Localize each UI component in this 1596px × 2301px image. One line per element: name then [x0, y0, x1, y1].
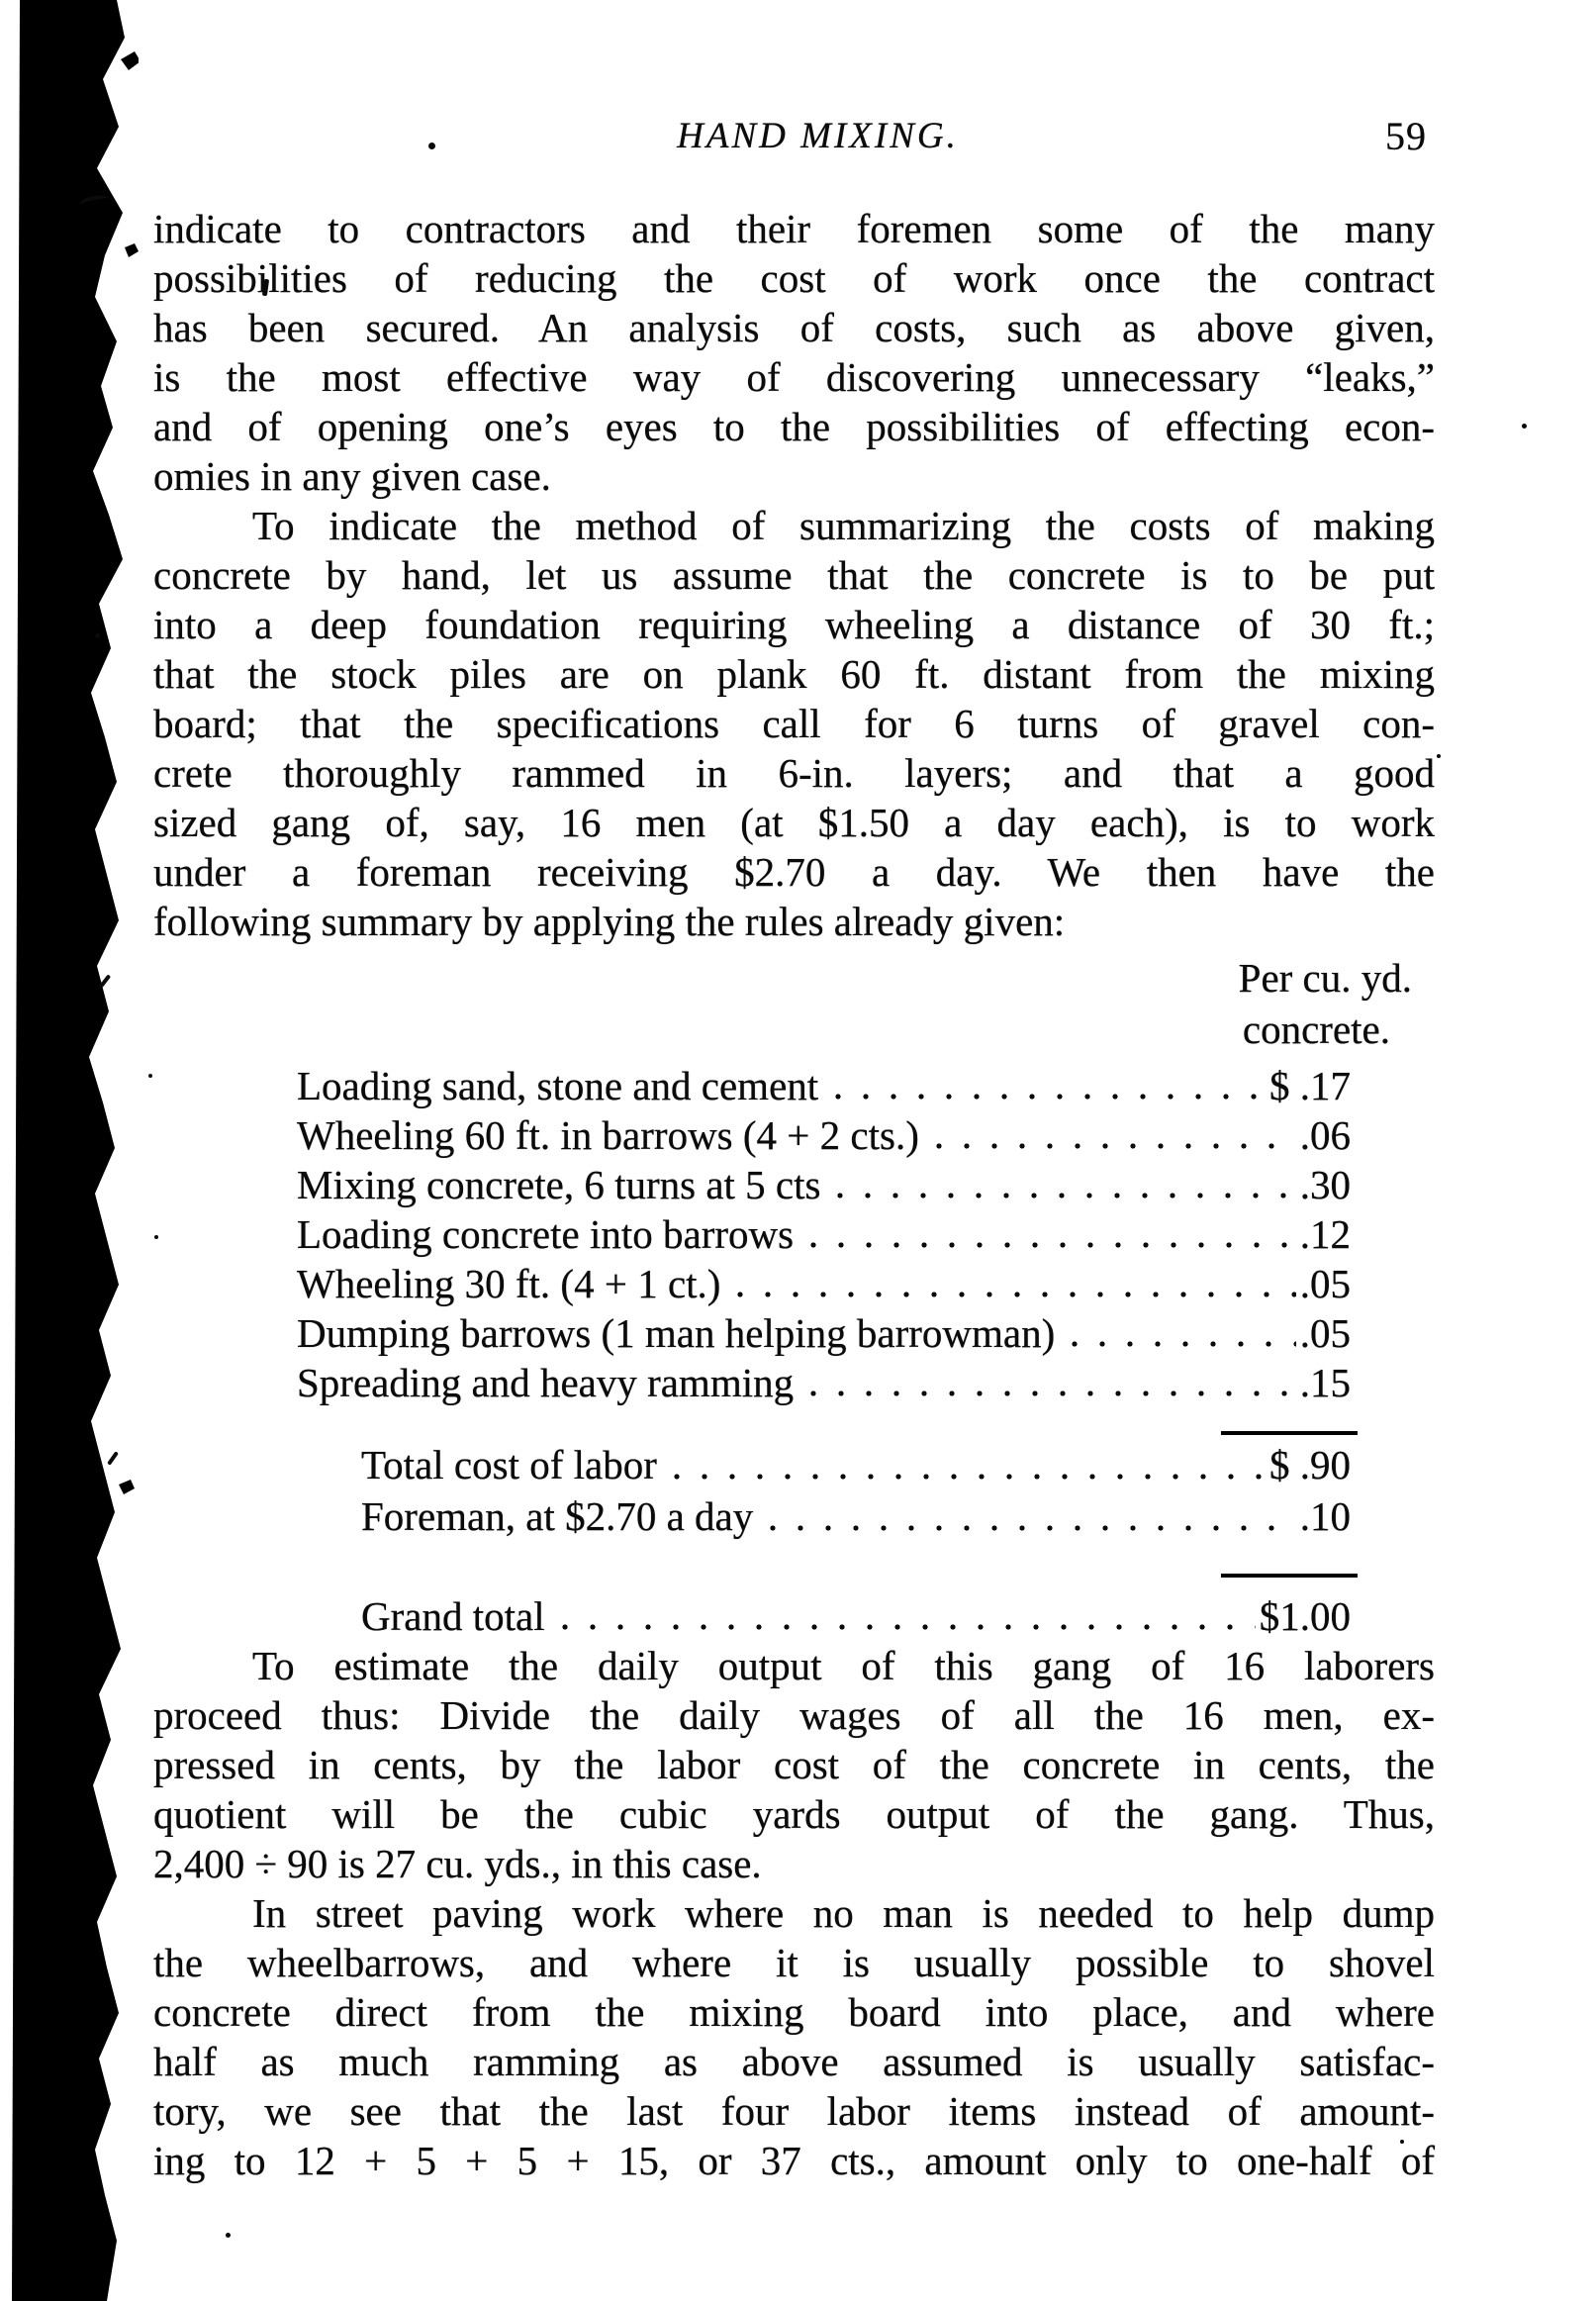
page-title: HAND MIXING. — [677, 116, 959, 156]
table-row — [153, 1110, 1435, 1160]
table-row — [153, 1259, 1435, 1308]
cost-table-items — [153, 1061, 1435, 1407]
running-head — [153, 109, 1435, 164]
dot-leader — [759, 1524, 1296, 1532]
text-line: ing to 12 + 5 + 5 + 15, or 37 cts., amount only to one-half of — [153, 2138, 1435, 2183]
item-amount: .05 — [1299, 1310, 1351, 1356]
item-label: Wheeling 60 ft. in barrows (4 + 2 cts.) — [297, 1112, 919, 1158]
paragraph — [153, 1888, 1435, 2185]
item-amount: .06 — [1299, 1112, 1351, 1158]
item-label: Wheeling 30 ft. (4 + 1 ct.) — [297, 1261, 721, 1306]
item-label: Dumping barrows (1 man helping barrowman) — [297, 1310, 1056, 1356]
dot-leader — [826, 1192, 1295, 1199]
text-line: sized gang of, say, 16 men (at $1.50 a day each), is to work — [153, 800, 1435, 845]
sum-rule — [1221, 1431, 1358, 1435]
table-row — [153, 1439, 1435, 1490]
text-line: into a deep foundation requiring wheeling a distance of 30 ft.; — [153, 602, 1435, 647]
grand-total-amount: $1.00 — [1259, 1593, 1351, 1639]
cost-table-totals — [153, 1439, 1435, 1542]
table-row — [153, 1308, 1435, 1358]
table-row — [153, 1209, 1435, 1259]
grand-total-row — [153, 1591, 1435, 1641]
paragraph — [153, 501, 1435, 946]
total-amount: $ .90 — [1269, 1442, 1351, 1487]
text-line: under a foreman receiving $2.70 a day. We then have the — [153, 849, 1435, 895]
text-line: crete thoroughly rammed in 6-in. layers; and that a good — [153, 750, 1435, 796]
table-row — [153, 1061, 1435, 1110]
scan-speck — [1522, 424, 1527, 429]
text-line: board; that the specifications call for 6 turns of gravel con- — [153, 701, 1435, 746]
scan-speck — [1437, 754, 1441, 758]
text-line: that the stock piles are on plank 60 ft. distant from the mixing — [153, 651, 1435, 697]
scan-speck — [95, 633, 100, 638]
item-label: Spreading and heavy ramming — [297, 1360, 795, 1405]
text-line: In street paving work where no man is needed to help dump — [252, 1890, 1435, 1936]
scan-speck — [226, 2233, 231, 2238]
table-row — [153, 1160, 1435, 1209]
total-label: Foreman, at $2.70 a day — [361, 1493, 754, 1539]
total-label: Total cost of labor — [361, 1442, 657, 1487]
grand-total-label: Grand total — [361, 1593, 545, 1639]
text-line: 2,400 ÷ 90 is 27 cu. yds., in this case. — [153, 1841, 762, 1886]
table-row — [153, 1358, 1435, 1407]
item-amount: .05 — [1299, 1261, 1351, 1306]
unit-header-line: Per cu. yd. — [1238, 955, 1412, 1001]
text-line: the wheelbarrows, and where it is usually possible to shovel — [153, 1940, 1435, 1985]
text-line: is the most effective way of discovering unnecessary “leaks,” — [153, 354, 1435, 400]
item-amount: .12 — [1299, 1211, 1351, 1257]
dot-leader — [799, 1241, 1296, 1249]
text-line: omies in any given case. — [153, 453, 551, 499]
dot-leader — [824, 1093, 1266, 1101]
paragraph — [153, 204, 1435, 501]
item-label: Mixing concrete, 6 turns at 5 cts — [297, 1162, 821, 1207]
item-label: Loading concrete into barrows — [297, 1211, 795, 1257]
dot-leader — [726, 1291, 1295, 1298]
paragraph — [153, 1641, 1435, 1888]
binding-shadow — [0, 0, 139, 2301]
text-line: tory, we see that the last four labor items instead of amount- — [153, 2088, 1435, 2134]
text-line: and of opening one’s eyes to the possibilities of effecting econ- — [153, 404, 1435, 449]
text-line: possibilities of reducing the cost of work once the contract — [153, 255, 1435, 301]
text-line: proceed thus: Divide the daily wages of all the 16 men, ex- — [153, 1692, 1435, 1738]
dot-leader — [1061, 1340, 1295, 1348]
text-line: pressed in cents, by the labor cost of the concrete in cents, the — [153, 1742, 1435, 1787]
text-line: To indicate the method of summarizing the costs of making — [252, 503, 1435, 548]
unit-header-line: concrete. — [1242, 1007, 1390, 1052]
item-amount: $ .17 — [1269, 1063, 1351, 1108]
sum-rule — [1221, 1574, 1358, 1578]
cost-table-unit-header — [153, 952, 1435, 1055]
text-line: quotient will be the cubic yards output of the gang. Thus, — [153, 1791, 1435, 1837]
text-line: indicate to contractors and their foremen some of the many — [153, 206, 1435, 251]
text-line: following summary by applying the rules already given: — [153, 899, 1066, 944]
dot-leader — [925, 1142, 1296, 1150]
dot-leader — [663, 1473, 1266, 1481]
dot-leader — [551, 1623, 1256, 1631]
dot-leader — [799, 1390, 1296, 1397]
page-number: 59 — [1385, 114, 1427, 158]
item-label: Loading sand, stone and cement — [297, 1063, 819, 1108]
total-amount: .10 — [1299, 1493, 1351, 1539]
text-line: concrete by hand, let us assume that the concrete is to be put — [153, 552, 1435, 598]
scan-speck — [148, 1074, 152, 1078]
text-line: has been secured. An analysis of costs, such as above given, — [153, 305, 1435, 350]
item-amount: .30 — [1299, 1162, 1351, 1207]
item-amount: .15 — [1299, 1360, 1351, 1405]
text-line: half as much ramming as above assumed is usually satisfac- — [153, 2039, 1435, 2084]
text-line: To estimate the daily output of this gang of 16 laborers — [252, 1643, 1435, 1688]
text-line: concrete direct from the mixing board into place, and where — [153, 1989, 1435, 2035]
text-column — [153, 109, 1435, 2185]
table-row — [153, 1490, 1435, 1542]
